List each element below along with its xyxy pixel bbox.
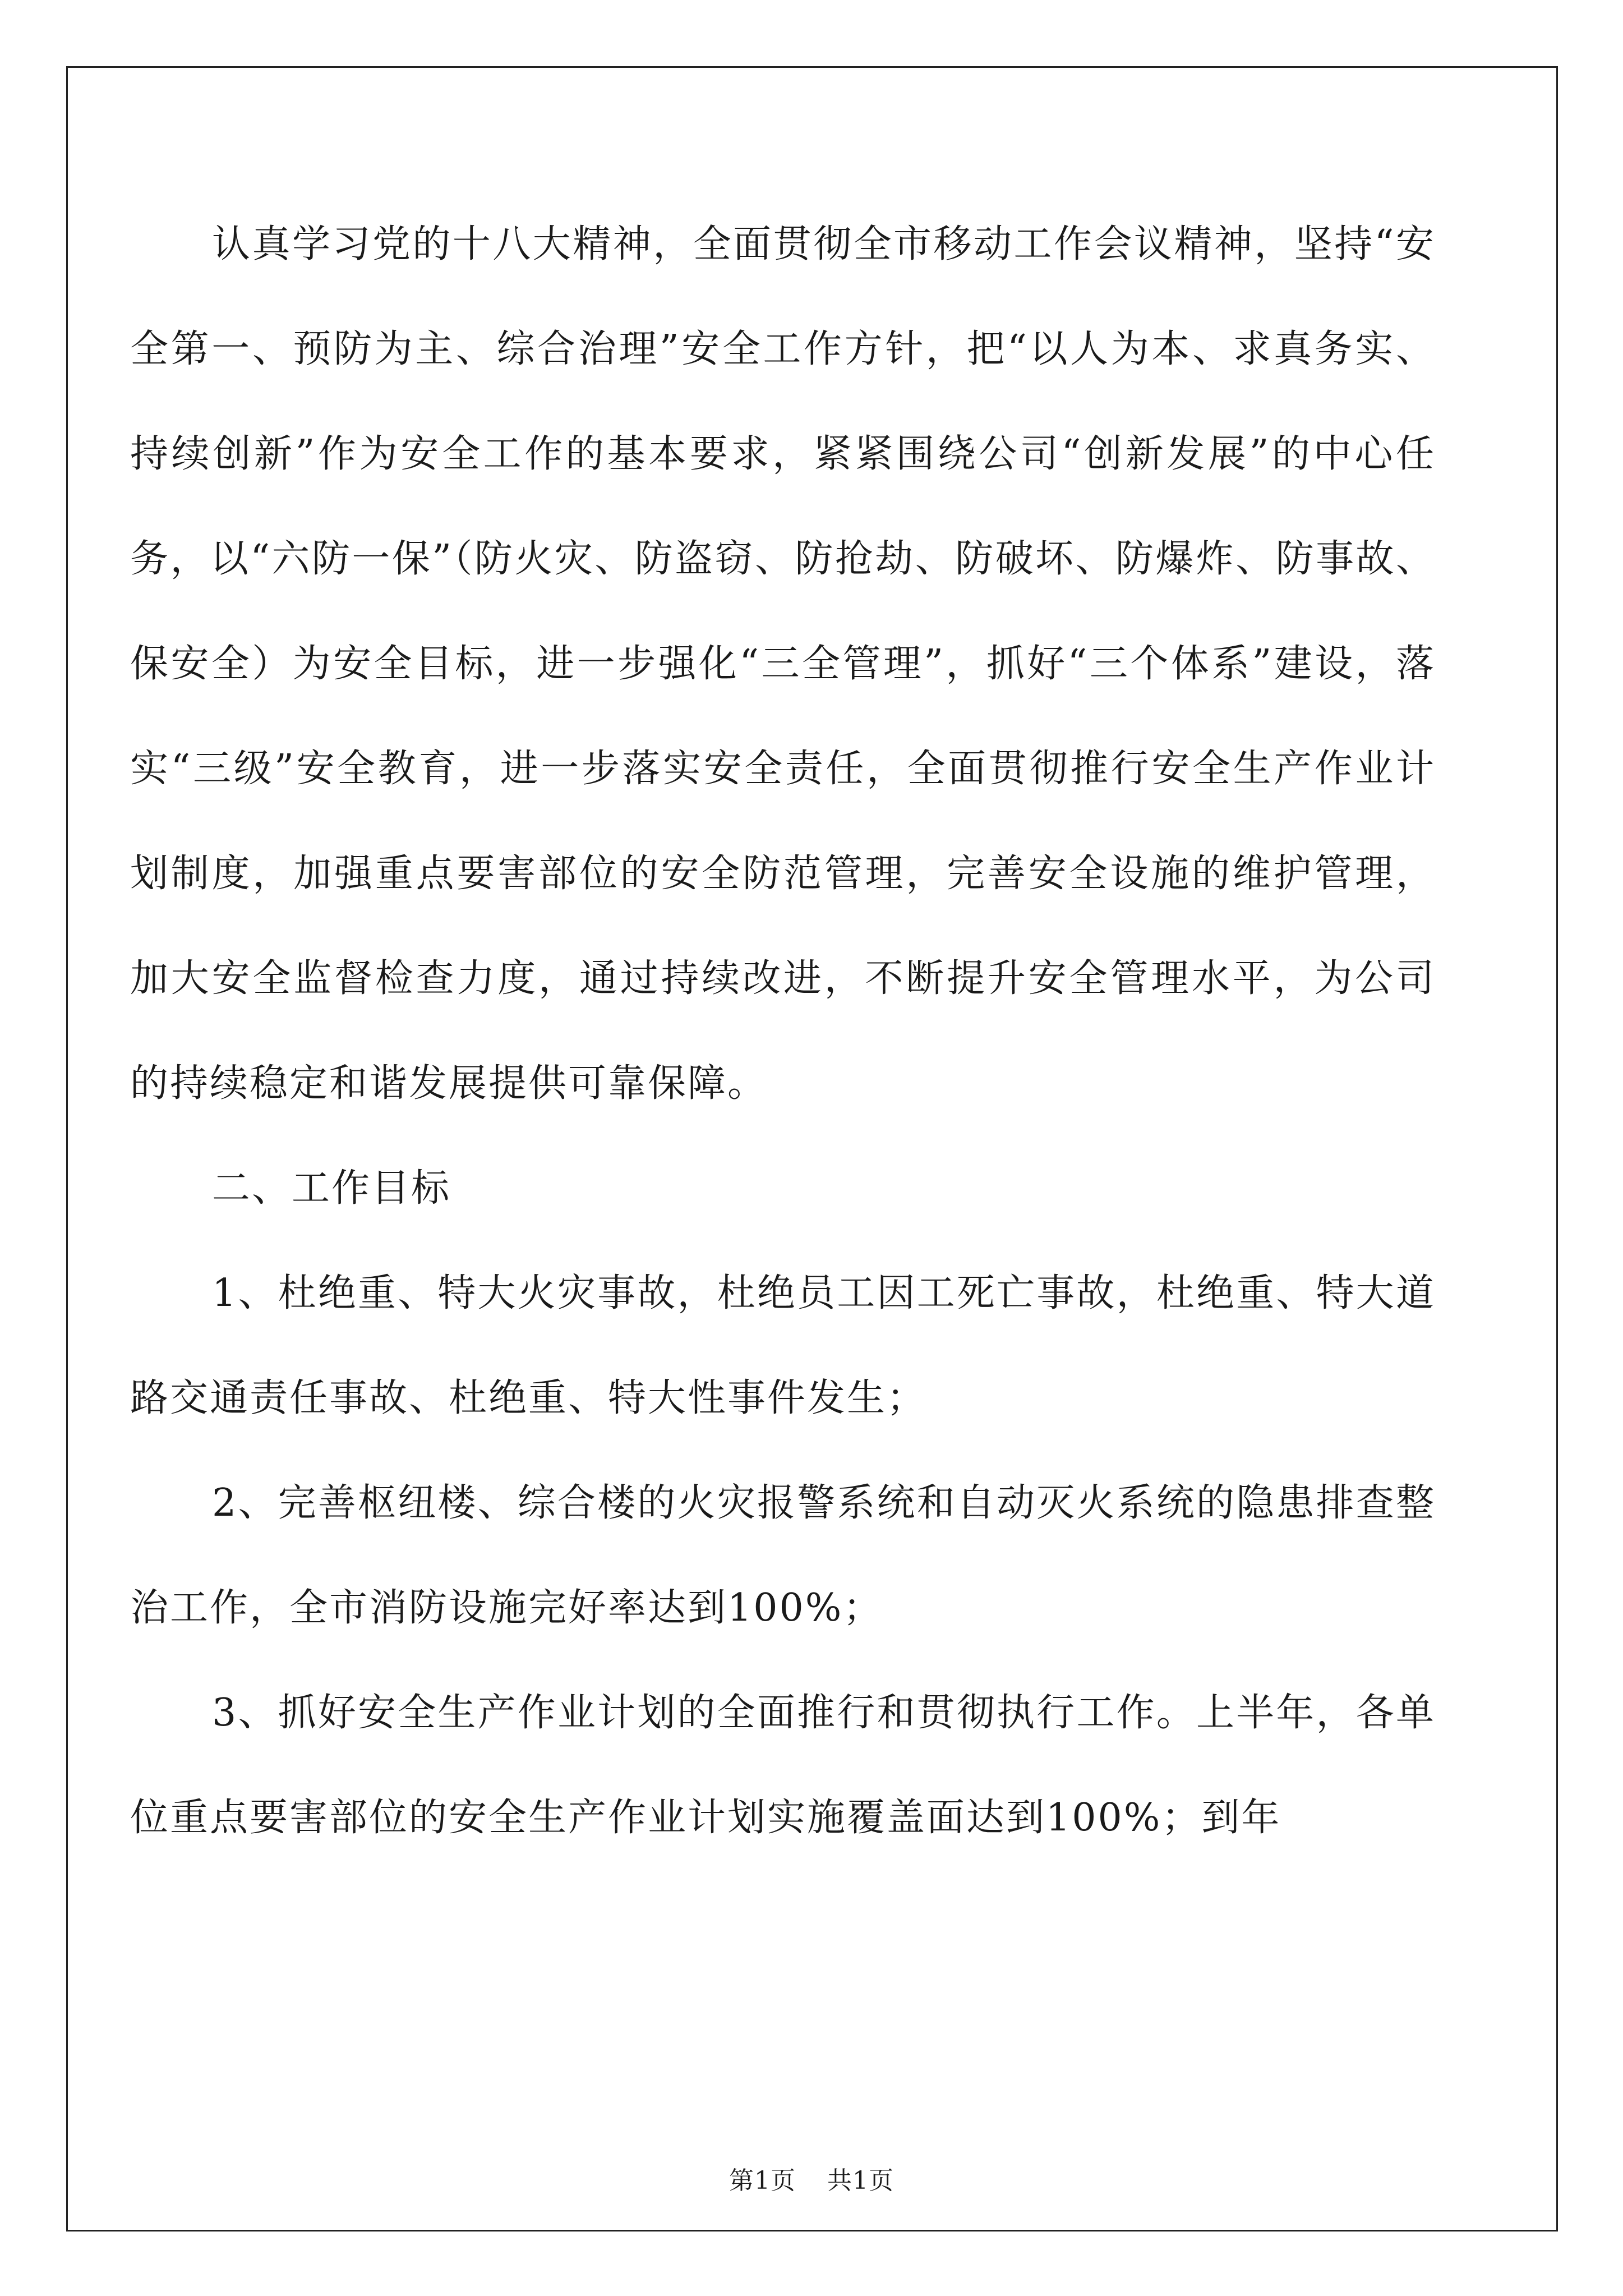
page-footer: [0, 2164, 1623, 2198]
paragraph-intro: 认真学习党的十八大精神，全面贯彻全市移动工作会议精神，坚持“安全第一、预防为主、综合治理”安全工作方针，把“以人为本、求真务实、持续创新”作为安全工作的基本要求，紧紧围绕公司“创新发展”的中心任务，以“六防一保”（防火灾、防盗窃、防抢劫、防破坏、防爆炸、防事故、保安全）为安全目标，进一步强化“三全管理”，抓好“三个体系”建设，落实“三级”安全教育，进一步落实安全责任，全面贯彻推行安全生产作业计划制度，加强重点要害部位的安全防范管理，完善安全设施的维护管理，加大安全监督检查力度，通过持续改进，不断提升安全管理水平，为公司的持续稳定和谐发展提供可靠保障。: [130, 222, 1436, 1106]
page-number: 第1页: [729, 2166, 796, 2195]
page-total: 共1页: [827, 2166, 894, 2195]
goal-item-1: 1、杜绝重、特大火灾事故，杜绝员工因工死亡事故，杜绝重、特大道路交通责任事故、杜绝重、特大性事件发生；: [130, 1271, 1436, 1420]
goal-item-2: 2、完善枢纽楼、综合楼的火灾报警系统和自动灭火系统的隐患排查整治工作，全市消防设施完好率达到100%；: [130, 1481, 1436, 1630]
goal-item-3: 3、抓好安全生产作业计划的全面推行和贯彻执行工作。上半年，各单位重点要害部位的安全生产作业计划实施覆盖面达到100%；到年: [130, 1691, 1436, 1840]
section-heading-work-goals: 二、工作目标: [212, 1166, 451, 1211]
document-body: [130, 192, 1436, 1870]
